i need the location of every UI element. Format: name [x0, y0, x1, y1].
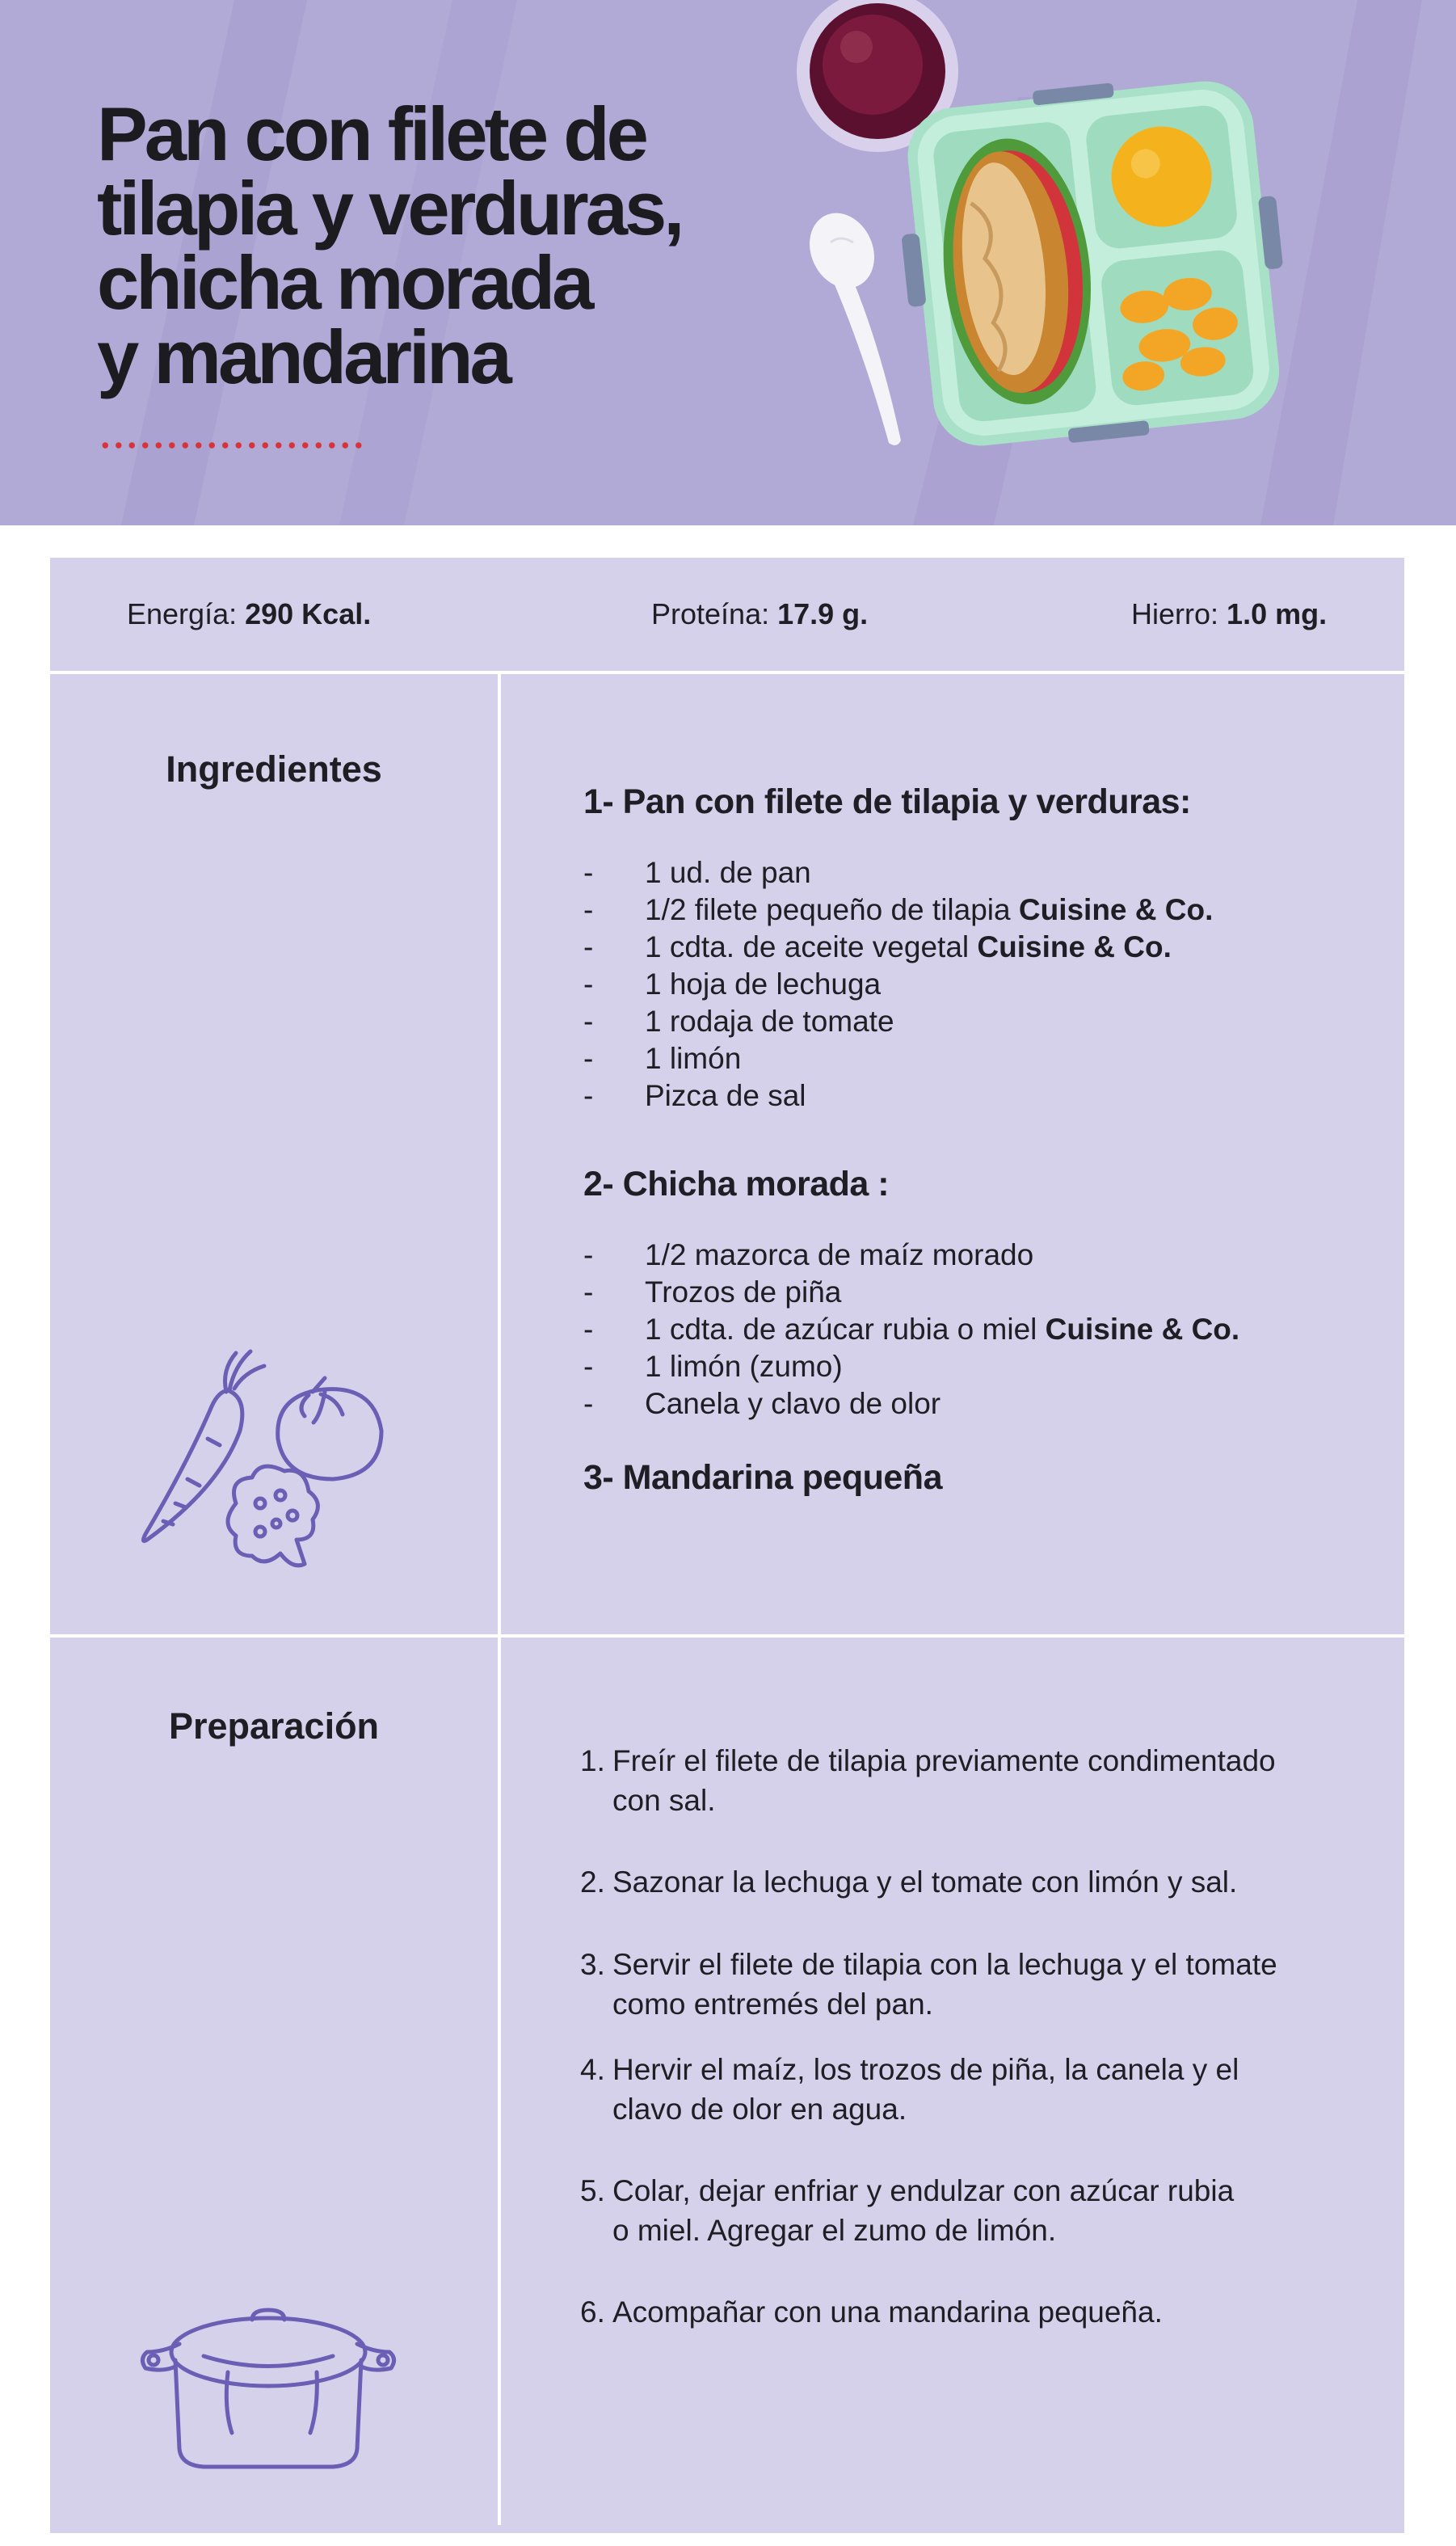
tomato-icon	[278, 1378, 381, 1479]
stat-label: Hierro:	[1131, 597, 1219, 630]
ingredient-item: - 1 ud. de pan	[583, 856, 811, 889]
column-divider	[498, 674, 501, 1634]
stat-value: 17.9 g.	[777, 597, 869, 630]
ingredient-item: - 1 rodaja de tomate	[583, 1005, 894, 1038]
carrot-icon	[143, 1351, 264, 1541]
recipe-title	[97, 91, 792, 399]
brand-name: Cuisine & Co.	[1045, 1313, 1240, 1346]
step-item	[580, 1862, 1356, 1902]
ingredients-heading: Ingredientes	[166, 748, 382, 790]
hero-banner	[0, 0, 1456, 525]
step-number: 2.	[580, 1865, 605, 1899]
ingredient-item: - 1 limón (zumo)	[583, 1350, 843, 1383]
brand-name: Cuisine & Co.	[1018, 893, 1214, 926]
step-item	[580, 2292, 1356, 2332]
step-number: 4.	[580, 2053, 605, 2086]
step-number: 3.	[580, 1948, 605, 1981]
preparation-heading: Preparación	[168, 1705, 380, 1747]
step-item	[580, 1741, 1356, 1820]
stat-label: Energía:	[127, 597, 238, 630]
vegetables-illustration	[131, 1342, 470, 1584]
step-text: Colar, dejar enfriar y endulzar con azúcar rubia	[612, 2174, 1235, 2207]
ingredient-group-title: 1- Pan con filete de tilapia y verduras:	[583, 782, 1191, 821]
ingredient-group-title: 2- Chicha morada :	[583, 1165, 890, 1203]
step-text: Hervir el maíz, los trozos de piña, la canela y el	[612, 2053, 1239, 2086]
stat-iron	[1131, 558, 1327, 671]
broccoli-icon	[228, 1466, 318, 1566]
ingredient-item: - Pizca de sal	[583, 1079, 806, 1112]
ingredient-item: - Canela y clavo de olor	[583, 1387, 941, 1420]
nutrition-stats	[50, 558, 1404, 671]
ingredient-group-title: 3- Mandarina pequeña	[583, 1458, 942, 1497]
title-line: chicha morada	[97, 240, 591, 325]
step-item	[580, 2050, 1356, 2129]
ingredient-list	[583, 854, 1359, 1115]
ingredient-list	[583, 1237, 1359, 1423]
step-text: clavo de olor en agua.	[612, 2093, 907, 2126]
recipe-card	[50, 558, 1404, 2533]
title-line: y mandarina	[97, 314, 509, 399]
ingredient-item: - 1 limón	[583, 1042, 742, 1075]
step-text: o miel. Agregar el zumo de limón.	[612, 2214, 1057, 2247]
ingredient-item: - Trozos de piña	[583, 1275, 842, 1309]
stat-energy	[127, 558, 371, 671]
lunchbox-container	[888, 67, 1299, 458]
ingredient-item: - 1 cdta. de aceite vegetal Cuisine & Co.	[583, 930, 1172, 963]
divider	[50, 671, 1404, 674]
step-item	[580, 1945, 1356, 2024]
pot-icon	[131, 2295, 406, 2481]
stat-value: 1.0 mg.	[1227, 597, 1328, 630]
step-number: 6.	[580, 2295, 605, 2329]
step-text: con sal.	[612, 1784, 716, 1817]
ingredient-item: - 1 cdta. de azúcar rubia o miel Cuisine & Co.	[583, 1313, 1240, 1346]
ingredients-content	[583, 782, 1359, 1498]
step-text: Freír el filete de tilapia previamente condimentado	[612, 1744, 1276, 1777]
step-text: Sazonar la lechuga y el tomate con limón y sal.	[612, 1865, 1238, 1899]
step-number: 1.	[580, 1744, 605, 1777]
divider	[50, 1634, 1404, 1638]
ingredient-item: - 1/2 mazorca de maíz morado	[583, 1238, 1034, 1271]
step-text: como entremés del pan.	[612, 1987, 933, 2021]
column-divider	[498, 1638, 501, 2525]
title-line: Pan con filete de	[97, 91, 646, 176]
ingredient-item: - 1 hoja de lechuga	[583, 967, 882, 1001]
title-dotted-underline	[99, 441, 365, 449]
step-text: Acompañar con una mandarina pequeña.	[612, 2295, 1163, 2329]
spork-photo	[797, 202, 901, 445]
step-item	[580, 2171, 1356, 2250]
title-line: tilapia y verduras,	[97, 166, 682, 251]
step-text: Servir el filete de tilapia con la lechuga y el tomate	[612, 1948, 1277, 1981]
brand-name: Cuisine & Co.	[977, 930, 1172, 963]
step-number: 5.	[580, 2174, 605, 2207]
ingredient-item: - 1/2 filete pequeño de tilapia Cuisine & Co.	[583, 893, 1214, 926]
lunchbox-photo	[776, 0, 1390, 485]
stat-value: 290 Kcal.	[245, 597, 372, 630]
stat-protein	[651, 558, 868, 671]
stat-label: Proteína:	[651, 597, 770, 630]
